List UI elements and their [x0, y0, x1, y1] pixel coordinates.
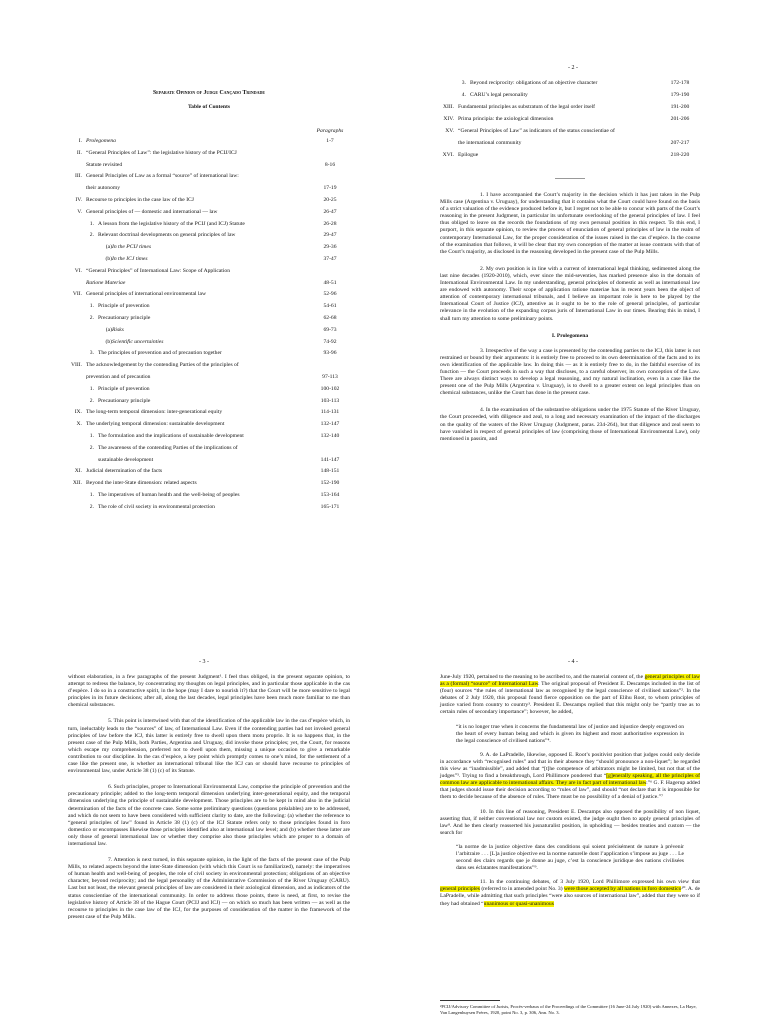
text-span: .”⁶ G. F. Hagerup added that judges should issue their decision according to “rules of law”, and should “not declare that it is impossible for them to decide because of the absence of rules. There must be no possibility of a denial of justice.”⁷: [440, 780, 700, 801]
page-body-3: [68, 674, 350, 1019]
toc-number: 2.: [89, 503, 94, 510]
toc-number: 1.: [89, 492, 94, 498]
footnote: ²PCIJ/Advisory Committee of Jurists, Procès-verbaux of the Proceedings of the Committee (16 June-24 July 1920) with Annexes, La Haye, Van Langenhuysen Frères, 1920, point No. 3, p. 306, Ann. No. 3.: [440, 1004, 697, 1015]
toc-paragraphs: 132-140: [320, 433, 340, 439]
toc-paragraphs: 103-113: [320, 397, 340, 404]
toc-number: III.: [75, 173, 82, 180]
page-number: - 2 -: [568, 65, 578, 71]
paragraph-5: 5. This point is intertwined with that of the identification of the applicable law in the cas d’espèce which, in turn, ineluctably leads to the “sources” of law, of International Law. Even if the contending parties had not invoked general principles of law before the ICJ, this latter is entirely free to dwell upon them motu proprio. It is so happens that, in the present case of the Pulp Mills, both Parties, Argentina and Uruguay, did invoke those principles; yet, the Court, for reasons which escape my comprehension, preferred not to dwell upon them, missing a unique occasion to give a remarkable contribution to our discipline. In the cas d’espèce, a key point which promptly comes to one’s mind, for the settlement of a case like the present one, is whether an international tribunal like the ICJ can or should have recourse to principles of environmental law, under Article 38 (1) (c) of its Statute.: [68, 718, 350, 775]
page-body-4: [440, 674, 700, 1019]
toc-number: 2.: [89, 315, 94, 321]
toc-paragraphs: 93-96: [323, 350, 337, 357]
toc-title: Recourse to principles in the case law of the ICJ: [86, 197, 194, 203]
toc-paragraphs: 26-28: [323, 220, 337, 227]
toc-number: 1.: [89, 385, 94, 392]
toc-number: 2.: [89, 397, 94, 404]
toc-title: Relevant doctrinal developments on general principles of law: [98, 232, 236, 239]
toc-title: The imperatives of human health and the well-being of peoples: [98, 492, 240, 498]
toc-paragraphs: 37-47: [323, 256, 337, 262]
toc-paragraphs: 62-68: [323, 315, 337, 321]
toc-title: Separate Opinion of Judge Cançado Trindade: [152, 90, 266, 96]
paragraph-11: [440, 879, 700, 907]
toc-title: The principles of prevention and of precaution together: [98, 350, 222, 357]
paragraph-continued: without elaboration, in a few paragraphs of the present Judgment¹. I feel thus obliged, in the present separate opinion, to attempt to redress the balance, by concentrating my thoughts on legal principles, and in particular those applicable in the cas d’espèce. I do so in a constructive spirit, in the hope (may I dare to nourish it?) that the Court will be more sensitive to legal principles in its future decisions; after all, along the last decades, legal principles have been much more familiar to me than chemical substances.: [68, 674, 350, 709]
highlighted-text: unanimous or quasi-unanimous: [483, 900, 554, 907]
paragraph-6: 6. Such principles, proper to International Environmental Law, comprise the principle of prevention and the precautionary principle; added to the long-term temporal dimension underlying inter-generational equity, and the temporal dimension underlying the principle of sustainable development. Those principles are to be kept in mind also in the judicial determination of the facts of the concrete case. Some some preliminary questions (questions préalables) are to be addressed, and which do not seem to have been considered with sufficient clarity to date, are the following: (a) whether the reference to “general principles of law” found in Article 38 (1) (c) of the ICJ Statute refers only to those principles found in foro domestico or encompasses likewise those principles identified also at international law level; and (b) whether these latter are only those of general international law or whether they comprise also those principles which are proper to a domain of international law.: [68, 784, 350, 847]
toc-title: The underlying temporal dimension: sustainable development: [86, 421, 225, 428]
toc-title: The long-term temporal dimension: inter-generational equity: [86, 409, 223, 416]
toc-number: V.: [77, 208, 82, 215]
toc-number: 2.: [89, 444, 94, 451]
toc-paragraphs: 54-61: [323, 303, 337, 310]
toc-title: Beyond the inter-State dimension: related aspects: [86, 480, 197, 487]
paragraph-3: 3. Irrespective of the way a case is presented by the contending parties to the ICJ, this latter is not restrained or bound by their arguments: it is entirely free to proceed to its own determination of the facts and to its own identification of the applicable law. In doing this — as it is entirely free to do, in the faithful exercise of its function — the Court proceeds in such a way that discloses, to a careful observer, its own conception of the Law. There are always distinct ways to develop a legal reasoning, and my natural inclination, even in a case like the present one of the Pulp Mills (Argentina v. Uruguay), is to dwell to a greater extent on legal principles than on chemical substances, unlike the Court has done in the present case.: [440, 347, 700, 397]
toc-title: Fundamental principles as substratum of the legal order itself: [458, 104, 596, 110]
highlighted-text: were those accepted by all nations in foro domestico: [563, 886, 682, 893]
toc-title: Ratione Materiae: [86, 279, 126, 286]
toc-paragraphs: 97-113: [322, 374, 338, 380]
toc-number: XIV.: [443, 116, 454, 122]
toc-number: II.: [76, 149, 82, 156]
toc-title: Prima principia: the axiological dimension: [458, 116, 554, 122]
toc-paragraphs: 191-200: [670, 104, 690, 110]
page-number: - 4 -: [568, 659, 578, 665]
toc-number: X.: [76, 421, 82, 428]
toc-title: The role of civil society in environmental protection: [98, 503, 215, 510]
toc-list: [68, 138, 350, 518]
toc-title: The formulation and the implications of sustainable development: [98, 433, 244, 439]
toc-number: 3.: [461, 80, 466, 86]
toc-title: Statute revisited: [86, 161, 123, 168]
toc-subtitle: Table of Contents: [187, 104, 231, 110]
toc-number: VII.: [72, 291, 82, 298]
toc-paragraphs: 179-190: [670, 92, 690, 98]
toc-paragraphs: 29-36: [323, 244, 337, 251]
page-toc-2: [440, 80, 700, 520]
toc-number: XIII.: [442, 104, 454, 110]
text-span: 9. A. de LaPradelle, likewise, opposed E. Root’s positivist position that judges could only decide in accordance with “recognised rules” and that in their absence they “should pronounce a non-liquet”; he regarded this view as “inadmissible”, and added that “[t]he competence of arbitrators might be limited, but not that of the judges”⁵. Trying to find a breakthrough, Lord Phillimore pondered that “: [440, 751, 700, 780]
toc-title: CARU’s legal personality: [470, 92, 528, 98]
toc-title: In the ICJ times: [112, 256, 148, 262]
paragraph-10: 10. In this line of reasoning, President E. Descamps also opposed the possibility of non liquet, asserting that, if neither conventional law nor custom existed, the judge ought then to apply general principles of law⁸. And he then clearly reasserted his jusnaturalist position, in upholding — besides treaties and custom — the search for: [440, 808, 700, 836]
toc-paragraphs: 141-147: [320, 456, 340, 463]
toc-title: Prolegomena: [86, 138, 116, 144]
paragraph-1: 1. I have accompanied the Court’s majority in the decision which it has just taken in the Pulp Mills case (Argentina v. Uruguay), for understanding that it contains what the Court could have found on the basis of a strict valuation of the evidence produced before it, but I regret not to be able to concur with parts of the Court’s reasoning in the present Judgment, in particular its unfortunate overlooking of the general principles of law. I feel thus obliged to leave on the records the foundations of my own personal position in this respect. To this end, I purport, in this separate opinion, to review the process of enunciation of general principles of law in the realm of contemporary International Law, for the proper consideration of the issues raised in the cas d’espèce. In the course of the examination that follows, it will be clear that my own conception of the matter at issue contrasts with that of the Court’s majority, as disclosed in the reasoning developed in the present case of the Pulp Mills.: [440, 192, 700, 255]
toc-paragraphs: 74-92: [323, 338, 337, 345]
toc-col-header: Paragraphs: [316, 128, 344, 134]
toc-paragraphs: 1-7: [326, 138, 334, 144]
text-span: ¹⁰. A. de LaPradelle, while admitting that such principles “were also sources of international law”, added that they were so if they had obtained “: [440, 886, 700, 907]
toc-title: General Principles of Law as a formal “source” of international law:: [86, 173, 239, 180]
toc-paragraphs: 29-47: [323, 232, 337, 239]
toc-number: IV.: [75, 197, 82, 203]
toc-number: XI.: [74, 468, 82, 475]
toc-number: XVI.: [442, 152, 454, 158]
toc-paragraphs: 48-51: [323, 279, 337, 286]
toc-number: XII.: [72, 480, 82, 487]
page-number: - 3 -: [199, 659, 209, 665]
toc-number: VIII.: [70, 362, 82, 369]
toc-title: “General Principles of Law” as indicators of the status conscientiae of: [458, 128, 615, 134]
toc-number: 4.: [461, 92, 466, 98]
toc-number: IX.: [74, 409, 82, 416]
toc-number: (b): [105, 338, 112, 345]
toc-paragraphs: 132-147: [320, 421, 340, 428]
toc-list: [440, 80, 700, 164]
toc-paragraphs: 52-96: [323, 291, 337, 298]
toc-number: 1.: [89, 303, 94, 310]
text-span: 11. In the continuing debates, of 3 July 1920, Lord Phillimore expressed his own view that: [480, 879, 700, 886]
paragraph-8-continued: [440, 674, 700, 717]
toc-title: Beyond reciprocity: obligations of an objective character: [470, 80, 598, 86]
toc-number: VI.: [74, 267, 82, 274]
toc-title: “General Principles” of International Law: Scope of Application: [86, 267, 230, 274]
toc-number: (a): [105, 326, 112, 333]
section-divider: [555, 178, 585, 179]
toc-title: “General Principles of Law”: the legislative history of the PCIJ/ICJ: [86, 149, 237, 156]
toc-number: 1.: [89, 220, 94, 227]
quote-1: “it is no longer true when it concerns the fundamental law of justice and injustice deeply engraved on the heart of every human being and which is given its highest and most authoritative expression in the legal conscience of civilised nations”⁴.: [456, 723, 684, 744]
toc-paragraphs: 100-102: [320, 385, 340, 392]
toc-title: the international community: [458, 140, 522, 146]
toc-title: A lesson from the legislative history of the PCIJ (and ICJ) Statute: [98, 220, 245, 227]
highlighted-text: general principles of law as a (formal) “source” of International Law: [440, 674, 701, 688]
toc-title: Precautionary principle: [98, 315, 151, 321]
footnote-divider: [440, 1000, 500, 1001]
page-toc-1: [68, 90, 350, 520]
toc-title: In the PCIJ times: [112, 244, 151, 251]
toc-title: The awareness of the contending Parties of the implications of: [98, 444, 238, 451]
toc-title: Risks: [112, 326, 124, 333]
toc-paragraphs: 172-178: [670, 80, 690, 86]
toc-paragraphs: 207-217: [670, 140, 690, 146]
text-span: . The original proposal of President E. Descamps included in the list of (four) sources “the rules of international law as recognised by the legal conscience of civilised nations”². In the debates of 2 July 1920, this proposal found fierce opposition on the part of Elihu Root, to whom principles of justice varied from country to country³. President E. Descamps replied that this might only be “partly true as to certain rules of secondary importance”; however, he added,: [440, 681, 700, 716]
toc-paragraphs: 114-131: [320, 409, 340, 416]
toc-title: sustainable development: [98, 456, 154, 463]
toc-number: I.: [78, 138, 82, 144]
toc-number: 1.: [89, 433, 94, 439]
toc-title: their autonomy: [86, 185, 121, 192]
toc-title: Principle of prevention: [98, 303, 150, 310]
toc-paragraphs: 148-151: [320, 468, 340, 475]
toc-number: (b): [105, 256, 112, 262]
toc-title: Precautionary principle: [98, 397, 151, 404]
toc-title: General principles of — domestic and international — law: [86, 208, 218, 215]
toc-number: 2.: [89, 232, 94, 239]
toc-title: Scientific uncertainties: [112, 338, 164, 345]
paragraph-7: 7. Attention is next turned, in this separate opinion, in the light of the facts of the present case of the Pulp Mills, to related aspects beyond the inter-State dimension (with which this Court is so familiarized), namely: the imperatives of human health and well-being of peoples, the role of civil society in environmental protection; obligations of an objective character, beyond reciprocity; and the legal personality of the Administrative Commission of the River Uruguay (CARU). Last but not least, the relevant general principles of law are considered in their axiological dimension, and as indicators of the status conscientiae of the international community. In order to address those points, there is need, at first, to revise the legislative history of Article 38 of the Hague Court (PCIJ and ICJ) — on which so much has been written — as well as the recourse to principles in the case law of the ICJ, for the purposes of consideration of the matter in the framework of the present case of the Pulp Mills.: [68, 857, 350, 920]
toc-paragraphs: 165-171: [320, 503, 340, 510]
highlighted-text: general principles: [440, 886, 480, 893]
toc-paragraphs: 69-73: [323, 326, 337, 333]
toc-title: Principle of prevention: [98, 385, 150, 392]
toc-number: XV.: [445, 128, 454, 134]
toc-title: General principles of international environmental law: [86, 291, 207, 298]
toc-paragraphs: 8-16: [324, 161, 336, 168]
toc-number: (a): [105, 244, 112, 251]
toc-paragraphs: 17-19: [323, 185, 337, 192]
toc-paragraphs: 218-220: [670, 152, 690, 158]
toc-paragraphs: 201-206: [670, 116, 690, 122]
toc-paragraphs: 153-164: [320, 492, 340, 498]
toc-title: prevention and of precaution: [86, 374, 151, 380]
quote-2: “la norme de la justice objective dans des conditions qui soient précisément de nature à prévenir l’arbitraire . . . [L]a justice objective est la norme naturelle dont l’application s’impose au juge . . . Le second des clairs regards que je donne au juge, c’est la conscience juridique des nations civilisées dans ses éclatantes manifestations”⁹.: [456, 843, 684, 872]
toc-paragraphs: 152-190: [320, 480, 340, 487]
text-span: June-July 1920, pertained to the meaning to be ascribed to, and the material content of, the: [440, 674, 645, 680]
paragraph-9: [440, 752, 700, 802]
text-span: (referred to in amended point No. 3): [479, 886, 564, 893]
highlighted-text: [g]enerally speaking, all the principles of common law are applicable to international affairs. They are in fact part of international law: [440, 773, 701, 787]
toc-title: Epilogue: [458, 152, 479, 158]
section-heading: I. Prolegomena: [551, 332, 589, 339]
paragraph-4: 4. In the examination of the substantive obligations under the 1975 Statute of the River Uruguay, the Court proceeded, with diligence and zeal, to a long and necessary examination of the impact of the discharges on the quality of the waters of the River Uruguay (Judgment, paras. 234-264), but that diligence and zeal seem to have vanished in respect of general principles of law (comprising those of International Environmental Law), only mentioned in passim, and: [440, 407, 700, 442]
toc-paragraphs: 26-47: [323, 208, 337, 215]
paragraph-2: 2. My own position is in line with a current of international legal thinking, sedimented along the last nine decades (1920-2010), which, ever since the mid-seventies, has marked presence also in the domain of International Environmental Law. In my understanding, general principles of domestic as well as international law are endowed with autonomy. Their scope of application ratione materiae has in recent years been the object of attention of contemporary international tribunals, and I believe an important role is here to be played by the International Court of Justice (ICJ), attentive as it ought to be to the role of general principles, of particular relevance in the evolution of the expanding corpus juris of International Law in our times. Bearing this in mind, I shall turn my attention to some preliminary points.: [440, 265, 700, 322]
toc-paragraphs: 20-25: [323, 197, 337, 203]
toc-title: Judicial determination of the facts: [86, 468, 163, 475]
toc-number: 3.: [89, 350, 94, 357]
toc-title: The acknowledgement by the contending Parties of the principles of: [86, 362, 239, 369]
